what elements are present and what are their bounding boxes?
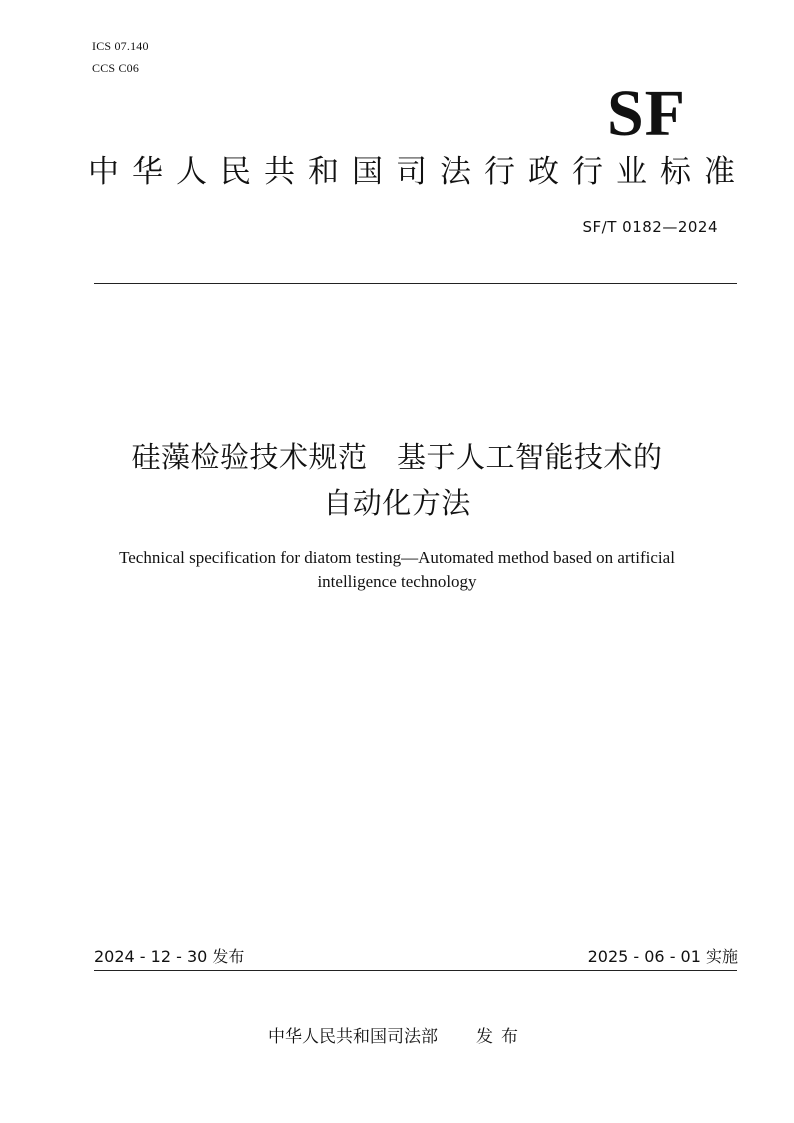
sf-logo: SF (606, 77, 686, 150)
chinese-title-line-2: 自动化方法 (323, 486, 471, 520)
issuer (0, 1026, 794, 1048)
english-title (60, 546, 734, 594)
chinese-title-line-1: 硅藻检验技术规范 基于人工智能技术的 (131, 440, 663, 474)
english-title-line-1: Technical specification for diatom testing—Automated method based on artificial (119, 548, 675, 567)
ics-code: ICS 07.140 (92, 39, 149, 53)
implementation-date: 2025 - 06 - 01 实施 (587, 947, 738, 966)
ccs-code: CCS C06 (92, 61, 140, 75)
issuer-action: 发布 (476, 1027, 526, 1047)
standard-number: SF/T 0182—2024 (582, 218, 718, 236)
header-divider (94, 283, 737, 284)
issue-date: 2024 - 12 - 30 发布 (94, 947, 245, 966)
standard-type-title: 中华人民共和国司法行政行业标准 (88, 154, 748, 190)
english-title-line-2: intelligence technology (317, 572, 477, 591)
footer-divider (94, 970, 737, 971)
chinese-title (40, 434, 754, 526)
issuer-name: 中华人民共和国司法部 (268, 1027, 438, 1047)
